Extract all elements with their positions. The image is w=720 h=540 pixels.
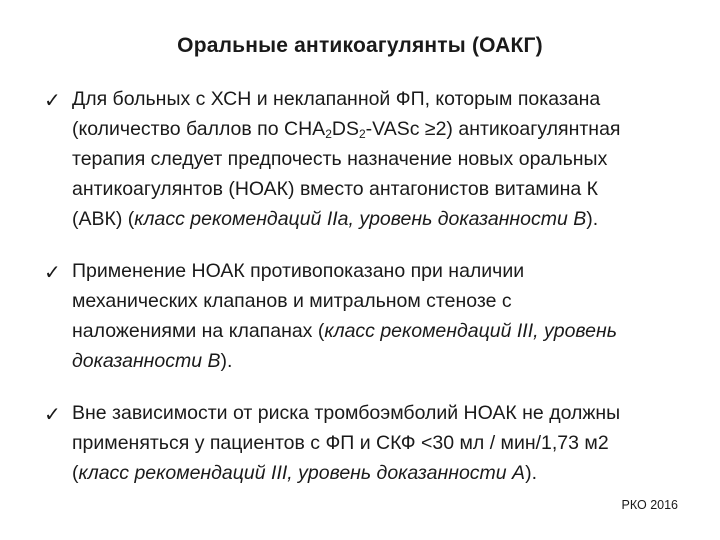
- text-fragment: (АВК) (: [72, 208, 135, 230]
- bullet-list: [44, 84, 684, 510]
- checkmark-icon: ✓: [44, 88, 61, 112]
- text-fragment: ).: [220, 350, 233, 372]
- bullet-line: терапия следует предпочесть назначение новых оральных: [72, 148, 608, 170]
- recommendation-class-text: класс рекомендаций III, уровень доказанности А: [78, 462, 526, 484]
- checkmark-icon: ✓: [44, 260, 61, 284]
- text-fragment: -VASc ≥2) антикоагулянтная: [365, 118, 621, 140]
- recommendation-class-text: доказанности B: [72, 350, 221, 372]
- bullet-line: механических клапанов и митральном стенозе с: [72, 290, 512, 312]
- bullet-item-contraindication: [44, 256, 684, 376]
- recommendation-class-text: класс рекомендаций III, уровень: [324, 320, 618, 342]
- bullet-line: применяться у пациентов с ФП и СКФ <30 мл / мин/1,73 м2: [72, 432, 609, 454]
- checkmark-icon: ✓: [44, 402, 61, 426]
- bullet-line: Вне зависимости от риска тромбоэмболий НОАК не должны: [72, 402, 621, 424]
- text-fragment: DS: [331, 118, 359, 140]
- text-fragment: ).: [525, 462, 537, 484]
- bullet-line: [72, 458, 684, 488]
- bullet-line: [72, 114, 684, 144]
- bullet-line: [72, 316, 684, 346]
- bullet-line: [72, 204, 684, 234]
- text-fragment: ).: [586, 208, 599, 230]
- bullet-line: [72, 346, 684, 376]
- subscript: 2: [325, 127, 332, 141]
- bullet-line: Для больных с ХСН и неклапанной ФП, которым показана: [72, 88, 601, 110]
- source-footer: РКО 2016: [621, 498, 678, 512]
- slide-title: Оральные антикоагулянты (ОАКГ): [177, 34, 543, 57]
- subscript: 2: [358, 127, 366, 141]
- text-fragment: наложениями на клапанах (: [72, 320, 325, 342]
- bullet-item-anticoagulant-preference: [44, 84, 684, 234]
- bullet-line: Применение НОАК противопоказано при наличии: [72, 260, 525, 282]
- text-fragment: (количество баллов по CHA: [72, 118, 326, 140]
- recommendation-class-text: класс рекомендаций IIa, уровень доказанности B: [134, 208, 587, 230]
- text-fragment: (: [72, 462, 79, 484]
- bullet-line: антикоагулянтов (НОАК) вместо антагонистов витамина К: [72, 178, 599, 200]
- bullet-item-renal-limitation: [44, 398, 684, 488]
